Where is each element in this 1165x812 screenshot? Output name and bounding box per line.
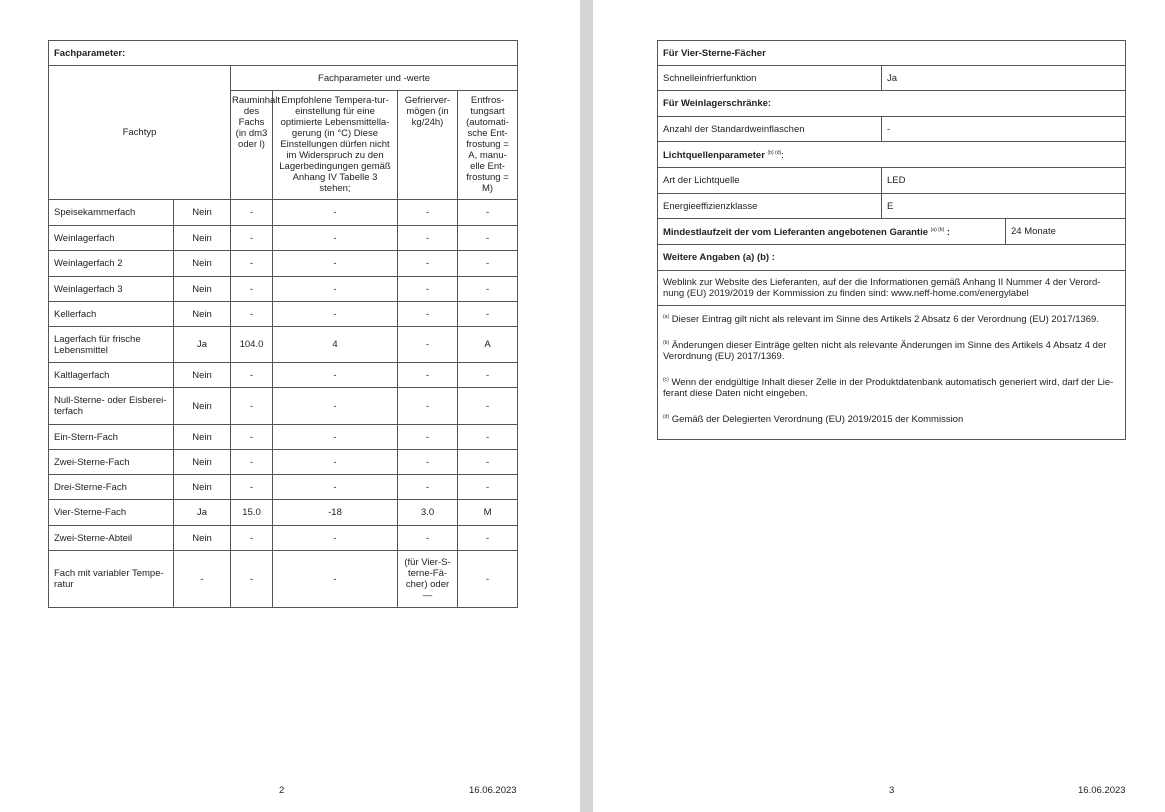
table-row [49,363,518,388]
four-star-header: Für Vier-Sterne-Fächer [658,41,1126,66]
cell-present: - [174,551,231,608]
page-separator [580,0,593,812]
cell-freezing: - [398,226,458,251]
table-row [49,251,518,277]
compartment-parameters-table [48,40,518,608]
cell-freezing: - [398,450,458,475]
light-type-value: LED [882,168,1126,194]
cell-volume: - [231,251,273,277]
quick-freeze-label: Schnelleinfrierfunktion [658,66,882,91]
cell-type: Weinlagerfach 2 [49,251,174,277]
cell-type: Kellerfach [49,302,174,327]
cell-temperature: - [273,251,398,277]
cell-temperature: - [273,388,398,425]
table-row [49,200,518,226]
cell-freezing: - [398,277,458,302]
cell-temperature: - [273,200,398,226]
cell-defrost: - [458,450,518,475]
footnotes [658,306,1126,440]
wine-bottles-label: Anzahl der Standardweinflaschen [658,117,882,142]
cell-volume: - [231,363,273,388]
cell-type: Zwei-Sterne-Abteil [49,526,174,551]
cell-volume: - [231,526,273,551]
cell-present: Ja [174,327,231,363]
cell-defrost: - [458,551,518,608]
header-freezing: Gefrierver-mögen (in kg/24h) [398,91,458,200]
cell-volume: - [231,302,273,327]
cell-defrost: - [458,526,518,551]
table-row [49,302,518,327]
cell-volume: - [231,277,273,302]
cell-present: Nein [174,251,231,277]
cell-type: Fach mit variabler Tempe-ratur [49,551,174,608]
cell-volume: - [231,450,273,475]
header-group: Fachparameter und -werte [231,66,518,91]
cell-present: Nein [174,450,231,475]
cell-freezing: - [398,327,458,363]
page-number: 2 [279,785,285,796]
cell-volume: - [231,425,273,450]
cell-type: Ein-Stern-Fach [49,425,174,450]
cell-freezing: (für Vier-S-terne-Fä-cher) oder — [398,551,458,608]
cell-present: Nein [174,425,231,450]
table-row [49,526,518,551]
cell-present: Nein [174,475,231,500]
cell-freezing: - [398,388,458,425]
page-2 [0,0,580,812]
table-title: Fachparameter: [49,41,518,66]
cell-freezing: - [398,425,458,450]
cell-freezing: - [398,302,458,327]
wine-header: Für Weinlagerschränke: [658,91,1126,117]
footnote-b: $^{(b)}$ Änderungen dieser Einträge gelten nicht als relevante Änderungen im Sinne des Artikels 4 Absatz 4 der Verordnung (EU) 2017/1369. [663,340,1107,363]
cell-defrost: - [458,475,518,500]
energy-class-value: E [882,194,1126,219]
cell-defrost: A [458,327,518,363]
cell-defrost: - [458,425,518,450]
cell-temperature: 4 [273,327,398,363]
cell-type: Vier-Sterne-Fach [49,500,174,526]
table-row [49,450,518,475]
warranty-value: 24 Monate [1006,219,1126,245]
cell-temperature: - [273,551,398,608]
table-row [49,475,518,500]
header-volume: Rauminhalt des Fachs (in dm3 oder l) [231,91,273,200]
cell-present: Nein [174,277,231,302]
cell-type: Drei-Sterne-Fach [49,475,174,500]
cell-temperature: - [273,450,398,475]
cell-defrost: - [458,363,518,388]
table-row [49,500,518,526]
cell-defrost: - [458,388,518,425]
header-fachtyp: Fachtyp [49,66,231,200]
wine-bottles-value: - [882,117,1126,142]
cell-freezing: - [398,363,458,388]
energy-class-label: Energieeffizienzklasse [658,194,882,219]
cell-type: Weinlagerfach [49,226,174,251]
cell-present: Nein [174,226,231,251]
cell-present: Nein [174,302,231,327]
cell-temperature: - [273,363,398,388]
cell-present: Nein [174,363,231,388]
cell-volume: - [231,475,273,500]
footnote-d: $^{(d)}$ Gemäß der Delegierten Verordnung (EU) 2019/2015 der Kommission [663,414,964,426]
cell-defrost: - [458,277,518,302]
cell-temperature: - [273,302,398,327]
light-header: Lichtquellenparameter $^{(b) (d)}$: [658,142,1126,168]
page-date: 16.06.2023 [469,785,517,796]
warranty-label: Mindestlaufzeit der vom Lieferanten angebotenen Garantie $^{(a) (b)}$ : [658,219,1006,245]
table-row [49,425,518,450]
cell-temperature: - [273,425,398,450]
footnote-a: $^{(a)}$ Dieser Eintrag gilt nicht als relevant im Sinne des Artikels 2 Absatz 6 der Verordnung (EU) 2017/1369. [663,314,1099,326]
footnote-c: $^{(c)}$ Wenn der endgültige Inhalt dieser Zelle in der Produktdatenbank automatisch generiert wird, darf der Lie-ferant diese Daten nicht eingeben. [663,377,1114,400]
cell-type: Lagerfach für frische Lebensmittel [49,327,174,363]
page-number: 3 [889,785,895,796]
table-row [49,277,518,302]
table-row [49,388,518,425]
cell-temperature: - [273,277,398,302]
page-date: 16.06.2023 [1078,785,1126,796]
cell-present: Nein [174,526,231,551]
cell-freezing: - [398,200,458,226]
cell-volume: - [231,551,273,608]
light-type-label: Art der Lichtquelle [658,168,882,194]
cell-temperature: -18 [273,500,398,526]
table-row [49,327,518,363]
table-row [49,226,518,251]
cell-freezing: 3.0 [398,500,458,526]
cell-defrost: M [458,500,518,526]
cell-temperature: - [273,526,398,551]
cell-temperature: - [273,475,398,500]
cell-type: Speisekammerfach [49,200,174,226]
table-row [49,551,518,608]
cell-defrost: - [458,200,518,226]
cell-defrost: - [458,251,518,277]
cell-defrost: - [458,302,518,327]
header-temperature: Empfohlene Tempera-tur-einstellung für eine optimierte Lebensmittella-gerung (in °C) Diese Einstellungen dürfen nicht im Widerspruch zu den Lagerbedingungen gemäß Anhang IV Tabelle 3 stehen; [273,91,398,200]
cell-present: Nein [174,388,231,425]
cell-volume: - [231,200,273,226]
header-defrost: Entfros-tungsart (automati-sche Ent-frostung = A, manu-elle Ent-frostung = M) [458,91,518,200]
cell-present: Nein [174,200,231,226]
cell-type: Null-Sterne- oder Eisberei-terfach [49,388,174,425]
page-3 [593,0,1165,812]
cell-freezing: - [398,526,458,551]
cell-present: Ja [174,500,231,526]
quick-freeze-value: Ja [882,66,1126,91]
cell-volume: - [231,226,273,251]
cell-temperature: - [273,226,398,251]
cell-defrost: - [458,226,518,251]
cell-type: Kaltlagerfach [49,363,174,388]
cell-type: Weinlagerfach 3 [49,277,174,302]
cell-type: Zwei-Sterne-Fach [49,450,174,475]
cell-freezing: - [398,475,458,500]
more-info-header: Weitere Angaben (a) (b) : [658,245,1126,271]
additional-info-table [657,40,1126,440]
cell-volume: 104.0 [231,327,273,363]
supplier-weblink: Weblink zur Website des Lieferanten, auf der die Informationen gemäß Anhang II Nummer 4 der Verord-nung (EU) 2019/2019 der Kommission zu finden sind: www.neff-home.com/energylabel [658,271,1126,306]
cell-volume: 15.0 [231,500,273,526]
cell-volume: - [231,388,273,425]
cell-freezing: - [398,251,458,277]
